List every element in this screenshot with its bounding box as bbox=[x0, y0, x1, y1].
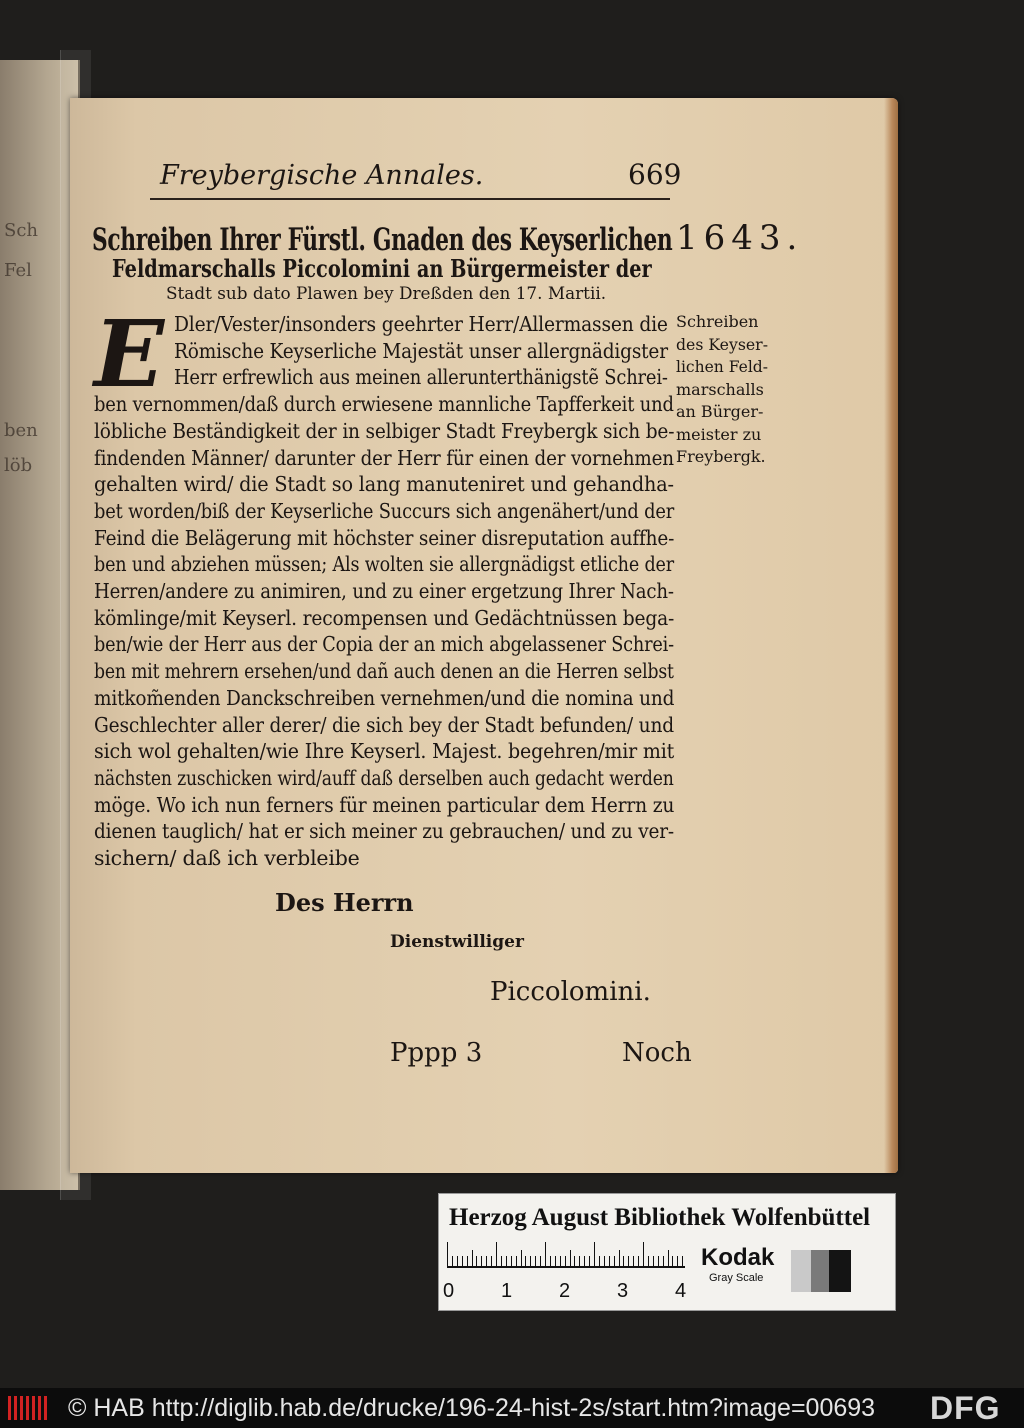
body-line: sich wol gehalten/wie Ihre Keyserl. Majest. begehren/mir mit bbox=[94, 739, 675, 764]
body-line: mitkom̃enden Danckschreiben vernehmen/und die nomina und bbox=[94, 685, 675, 710]
closing-salutation: Des Herrn bbox=[275, 888, 414, 917]
signature-mark: Pppp 3 bbox=[390, 1038, 483, 1068]
gray-scale-label: Gray Scale bbox=[709, 1272, 764, 1284]
ruler-tick bbox=[628, 1256, 629, 1266]
ruler-tick bbox=[540, 1256, 541, 1266]
gray-patch-mid bbox=[811, 1250, 829, 1292]
ruler-tick bbox=[516, 1256, 517, 1266]
closing-phrase: Dienstwilliger bbox=[390, 932, 524, 952]
gray-patch-light bbox=[791, 1250, 811, 1292]
ruler-tick bbox=[462, 1256, 463, 1266]
footer-copyright-link[interactable]: © HAB http://diglib.hab.de/drucke/196-24-hist-2s/start.htm?image=00693 bbox=[68, 1394, 876, 1422]
body-line: sichern/ daß ich verbleibe bbox=[94, 846, 360, 870]
margin-note-line: des Keyser- bbox=[676, 334, 768, 354]
ruler-tick bbox=[614, 1256, 615, 1266]
page-edge bbox=[884, 98, 898, 1173]
ruler-tick bbox=[565, 1256, 566, 1266]
catchword: Noch bbox=[622, 1038, 692, 1068]
ruler-tick bbox=[604, 1256, 605, 1266]
ruler-tick bbox=[545, 1242, 546, 1266]
body-line: möge. Wo ich nun ferners für meinen particular dem Herrn zu bbox=[94, 792, 675, 817]
ruler-tick bbox=[452, 1256, 453, 1266]
ruler-tick bbox=[525, 1256, 526, 1266]
margin-note-line: Schreiben bbox=[676, 312, 759, 331]
ruler-tick bbox=[623, 1256, 624, 1266]
margin-note-line: an Bürger- bbox=[676, 402, 764, 421]
library-scale-card bbox=[438, 1193, 896, 1311]
ruler-tick bbox=[476, 1256, 477, 1266]
body-line: dienen tauglich/ hat er sich meiner zu gebrauchen/ und zu ver- bbox=[94, 819, 675, 844]
body-line: nächsten zuschicken wird/auff daß derselben auch gedacht werden bbox=[94, 765, 674, 790]
measurement-ruler bbox=[447, 1242, 685, 1268]
ruler-tick bbox=[506, 1256, 507, 1266]
ruler-tick bbox=[609, 1256, 610, 1266]
gray-patch-dark bbox=[829, 1250, 851, 1292]
ruler-tick bbox=[663, 1256, 664, 1266]
ruler-tick bbox=[619, 1250, 620, 1266]
ruler-tick bbox=[530, 1256, 531, 1266]
ruler-tick bbox=[672, 1256, 673, 1266]
dfg-logo: DFG bbox=[930, 1390, 1001, 1426]
body-line: Römische Keyserliche Majestät unser allergnädigster bbox=[174, 338, 668, 363]
body-line: Geschlechter aller derer/ die sich bey der Stadt befunden/ und bbox=[94, 712, 674, 737]
body-line: Feind die Belägerung mit höchster seiner disreputation auffhe- bbox=[94, 525, 675, 550]
ruler-label: 3 bbox=[617, 1280, 629, 1302]
ruler-tick bbox=[589, 1256, 590, 1266]
signature-name: Piccolomini. bbox=[490, 977, 651, 1007]
ruler-tick bbox=[633, 1256, 634, 1266]
ruler-tick bbox=[677, 1256, 678, 1266]
ruler-tick bbox=[521, 1250, 522, 1266]
kodak-logo: Kodak bbox=[701, 1244, 775, 1271]
letter-title-line-1: Schreiben Ihrer Fürstl. Gnaden des Keyserlichen bbox=[92, 222, 673, 258]
margin-note-line: lichen Feld- bbox=[676, 357, 768, 376]
body-line: Herren/andere zu animiren, und zu einer ergetzung Ihrer Nach- bbox=[94, 579, 674, 603]
ruler-label: 0 bbox=[443, 1280, 455, 1302]
body-line: ben/wie der Herr aus der Copia der an mich abgelassener Schrei- bbox=[94, 632, 674, 657]
letter-title-line-2: Feldmarschalls Piccolomini an Bürgermeister der bbox=[112, 254, 652, 283]
ruler-tick bbox=[668, 1250, 669, 1266]
ruler-tick bbox=[579, 1256, 580, 1266]
ruler-tick bbox=[491, 1256, 492, 1266]
ruler-tick bbox=[472, 1250, 473, 1266]
ruler-tick bbox=[560, 1256, 561, 1266]
body-line: findenden Männer/ darunter der Herr für einen der vornehmen bbox=[94, 445, 674, 470]
ruler-tick bbox=[555, 1256, 556, 1266]
ruler-tick bbox=[496, 1242, 497, 1266]
adjacent-page: Sch Fel ben löb bbox=[0, 60, 80, 1190]
margin-note-line: Freybergk. bbox=[676, 447, 766, 466]
running-head: Freybergische Annales. bbox=[160, 160, 484, 191]
ruler-label: 2 bbox=[559, 1280, 571, 1302]
body-line: Dler/Vester/insonders geehrter Herr/Allermassen die bbox=[174, 312, 668, 336]
ruler-label: 1 bbox=[501, 1280, 513, 1302]
ruler-tick bbox=[653, 1256, 654, 1266]
body-line: gehalten wird/ die Stadt so lang manuteniret und gehandha- bbox=[94, 472, 674, 497]
ruler-tick bbox=[481, 1256, 482, 1266]
body-line: bet worden/biß der Keyserliche Succurs sich angenähert/und der bbox=[94, 498, 675, 523]
drop-cap: E bbox=[94, 300, 165, 408]
barcode-icon bbox=[8, 1396, 48, 1420]
ruler-tick bbox=[457, 1256, 458, 1266]
ruler-tick bbox=[599, 1256, 600, 1266]
footer-bar bbox=[0, 1388, 1024, 1428]
page-number: 669 bbox=[628, 158, 682, 191]
margin-note-line: meister zu bbox=[676, 424, 762, 444]
body-line: ben und abziehen müssen; Als wolten sie allergnädigst etliche der bbox=[94, 552, 674, 577]
ruler-tick bbox=[467, 1256, 468, 1266]
body-line: Herr erfrewlich aus meinen allerunterthänigstẽ Schrei- bbox=[174, 365, 668, 390]
ruler-tick bbox=[648, 1256, 649, 1266]
ruler-tick bbox=[501, 1256, 502, 1266]
library-name: Herzog August Bibliothek Wolfenbüttel bbox=[449, 1204, 871, 1231]
body-line: ben mit mehrern ersehen/und dañ auch denen an die Herren selbst bbox=[94, 659, 674, 684]
ruler-tick bbox=[574, 1256, 575, 1266]
ruler-tick bbox=[638, 1256, 639, 1266]
ruler-tick bbox=[486, 1256, 487, 1266]
margin-note-line: marschalls bbox=[676, 379, 764, 399]
ruler-tick bbox=[643, 1242, 644, 1266]
letter-title-line-3: Stadt sub dato Plawen bey Dreßden den 17. Martii. bbox=[166, 284, 607, 304]
ruler-tick bbox=[584, 1256, 585, 1266]
header-rule bbox=[150, 198, 670, 200]
ruler-tick bbox=[511, 1256, 512, 1266]
ruler-tick bbox=[594, 1242, 595, 1266]
ruler-tick bbox=[570, 1250, 571, 1266]
ruler-tick bbox=[535, 1256, 536, 1266]
ruler-tick bbox=[682, 1256, 683, 1266]
ruler-label: 4 bbox=[675, 1280, 687, 1302]
ruler-tick bbox=[550, 1256, 551, 1266]
ruler-tick bbox=[658, 1256, 659, 1266]
body-line: kömlinge/mit Keyserl. recompensen und Gedächtnüssen bega- bbox=[94, 605, 675, 630]
body-line: löbliche Beständigkeit der in selbiger Stadt Freybergk sich be- bbox=[94, 418, 675, 443]
body-line: ben vernommen/daß durch erwiesene mannliche Tapfferkeit und bbox=[94, 392, 674, 417]
year-marker: 1643. bbox=[676, 218, 804, 258]
ruler-tick bbox=[447, 1242, 448, 1266]
